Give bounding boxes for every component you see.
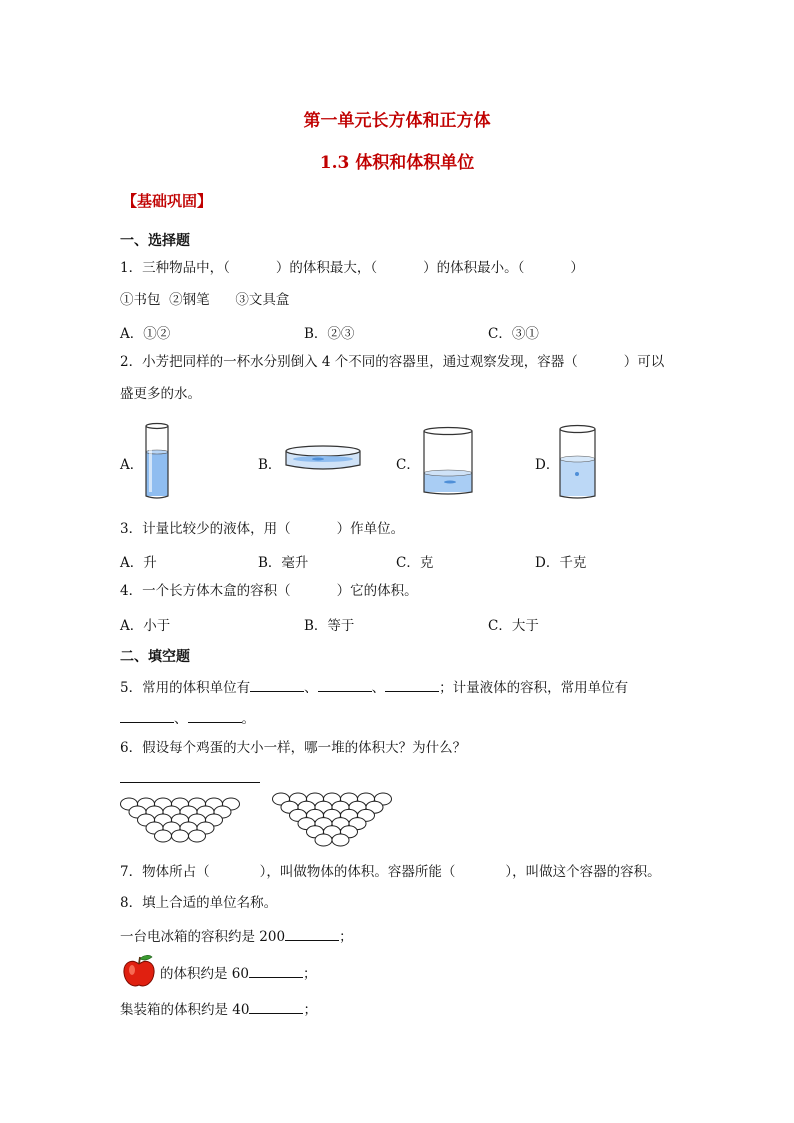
q8-blank-3[interactable] [249,999,303,1014]
q1-option-b[interactable]: B．②③ [304,326,355,342]
q3-option-a[interactable]: A．升 [120,555,157,571]
container-c-rim [424,428,472,435]
q1-option-a[interactable]: A．①② [120,326,171,342]
question-4 [120,582,418,600]
q8-line-1-text: 一台电冰箱的容积约是 200 [120,929,286,945]
q8-semi-1: ； [339,929,353,945]
q2-text-b: ）可以 [623,354,665,370]
q2-option-d[interactable]: D． [535,457,560,473]
q2-option-c[interactable]: C． [396,457,420,473]
q7-text-a: 7．物体所占（ [120,864,210,880]
q1-text-c: ）的体积最小。（ [423,260,525,276]
q3-option-c[interactable]: C．克 [396,555,434,571]
q5-sep-2: 、 [371,680,386,696]
q1-text-b: ）的体积最大，（ [275,260,378,276]
q8-blank-2[interactable] [249,963,303,978]
q5-sep-1: 、 [304,680,318,696]
q3-text-a: 3．计量比较少的液体，用（ [120,521,291,537]
q8-line-3-text: 集装箱的体积约是 40 [120,1002,250,1018]
q5-blank-1[interactable] [250,677,304,692]
q2-line2: 盛更多的水。 [120,386,201,402]
q5-blank-3[interactable] [385,677,439,692]
q4-text-b: ）它的体积。 [336,583,418,599]
q8-semi-2: ； [302,966,317,982]
q8-semi-3: ； [303,1002,317,1018]
q4-text-a: 4．一个长方体木盒的容积（ [120,583,291,599]
part1-heading: 一、选择题 [120,233,190,249]
egg [172,830,189,842]
egg-pile-2-image [270,792,394,848]
egg-pile-1-image [118,796,242,846]
apple-body [124,961,154,985]
question-2 [120,353,664,371]
q2-text-a: 2．小芳把同样的一杯水分别倒入 4 个不同的容器里，通过观察发现，容器（ [120,354,578,370]
question-8: 8．填上合适的单位名称。 [120,895,278,911]
q5-end: 。 [241,711,255,727]
q5-text-a: 5．常用的体积单位有 [120,680,251,696]
page-subtitle: 1.3 体积和体积单位 [319,153,475,173]
apple-stem [139,957,140,964]
q3-option-b[interactable]: B．毫升 [258,555,309,571]
container-d-rim [560,426,595,433]
q5-line2 [120,708,255,728]
q3-option-d[interactable]: D．千克 [535,555,587,571]
q3-text-b: ）作单位。 [336,521,405,537]
q5-sep-3: 、 [174,711,188,727]
egg [315,834,332,846]
section-label: 【基础巩固】 [122,192,213,210]
q6-answer-line[interactable] [120,782,260,783]
q1-text-d: ） [570,260,584,276]
egg [332,834,349,846]
container-c-water-shade [444,481,456,484]
q4-option-c[interactable]: C．大于 [488,618,539,634]
question-5 [120,677,628,697]
q1-items: ①书包 ②钢笔 ③文具盒 [120,292,290,308]
q8-line-2 [160,963,316,983]
container-c-water-surface [424,470,472,476]
q4-option-b[interactable]: B．等于 [304,618,355,634]
q1-text-a: 1．三种物品中，（ [120,260,230,276]
container-b-rim [286,446,360,456]
q7-text-b: ），叫做物体的体积。容器所能（ [259,864,456,880]
q1-option-c[interactable]: C．③① [488,326,539,342]
container-b-image [284,443,362,475]
q8-line-1 [120,926,353,946]
question-1 [120,259,584,277]
egg [189,830,206,842]
q8-blank-1[interactable] [285,926,339,941]
container-d-water [560,459,595,496]
q5-blank-4[interactable] [120,708,174,723]
question-7 [120,863,661,881]
q2-option-a[interactable]: A． [120,457,144,473]
container-c-image [422,426,474,496]
q5-text-b: ；计量液体的容积，常用单位有 [439,680,629,696]
part2-heading: 二、填空题 [120,649,190,665]
apple-highlight [129,965,135,975]
container-a-shine [149,432,152,492]
egg [155,830,172,842]
q7-text-c: ），叫做这个容器的容积。 [505,864,661,880]
q2-option-b[interactable]: B． [258,457,282,473]
container-a-image [144,422,172,500]
container-b-water-shade [312,458,324,461]
apple-icon [121,953,157,989]
q5-blank-2[interactable] [318,677,372,692]
q5-blank-5[interactable] [188,708,242,723]
apple-leaf [140,955,152,960]
q8-line-3 [120,999,317,1019]
container-d-image [558,424,598,500]
page-title: 第一单元长方体和正方体 [303,111,491,131]
q4-option-a[interactable]: A．小于 [120,618,171,634]
question-6: 6．假设每个鸡蛋的大小一样，哪一堆的体积大？为什么？ [120,740,467,756]
q8-line-2-text: 的体积约是 60 [160,966,249,982]
container-d-water-shade [575,472,579,476]
container-a-rim [146,424,168,429]
container-d-water-surface [560,456,595,462]
question-3 [120,520,404,538]
